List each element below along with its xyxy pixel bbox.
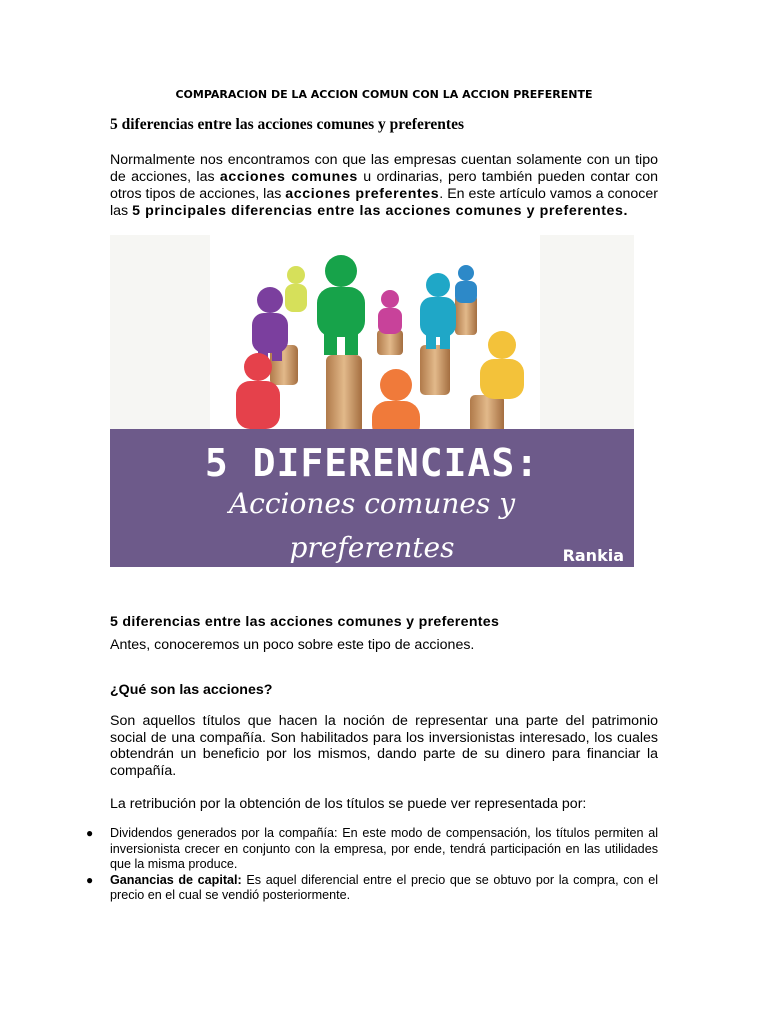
banner-image [110, 235, 634, 567]
figure-purple [252, 287, 288, 361]
figure-yellow-small [285, 266, 307, 312]
article-heading: 5 diferencias entre las acciones comunes y preferentes [110, 116, 464, 133]
intro-bold-1: acciones comunes [219, 169, 358, 185]
figure-magenta [378, 290, 402, 334]
intro-text-2: u ordinarias, pero también pueden contar con otros tipos de acciones, las [110, 169, 658, 202]
intro-bold-2: acciones preferentes [285, 186, 440, 202]
section-heading: 5 diferencias entre las acciones comunes y preferentes [110, 614, 500, 630]
intro-text-1: Normalmente nos encontramos con que las empresas cuentan solamente con un tipo de acciones, las [110, 152, 658, 185]
antes-paragraph: Antes, conoceremos un poco sobre este tipo de acciones. [110, 637, 475, 653]
document-title: COMPARACION DE LA ACCION COMUN CON LA ACCION PREFERENTE [175, 88, 593, 101]
bullet-icon: ● [86, 872, 94, 887]
retribucion-list [82, 826, 658, 904]
definition-paragraph: Son aquellos títulos que hacen la noción de representar una parte del patrimonio social de una compañía. Son habilitados para los inversionistas interesado, los cuales obtendrán un beneficio por los mismos, dando parte de su dinero para financiar la compañía. [110, 713, 658, 779]
intro-bold-3: 5 principales diferencias entre las acciones comunes y preferentes. [132, 203, 629, 219]
intro-paragraph [110, 152, 658, 220]
list-item: ● Dividendos generados por la compañía: En este modo de compensación, los títulos permiten al inversionista crecer en conjunto con la empresa, por ende, tendrá participación en las utilidades que la misma produce. [86, 826, 658, 871]
bullet-icon: ● [86, 826, 94, 840]
intro-text-3: . En este artículo vamos a conocer las [110, 186, 658, 219]
banner-subtitle-line1: Acciones comunes y [228, 487, 516, 520]
list-item: ● Ganancias de capital: Es aquel diferencial entre el precio que se obtuvo por la compra, con el precio en el cual se vendió posteriormente. [86, 872, 658, 902]
retribucion-paragraph: La retribución por la obtención de los títulos se puede ver representada por: [110, 796, 587, 812]
banner-title: 5 DIFERENCIAS: [204, 441, 540, 485]
question-heading: ¿Qué son las acciones? [110, 682, 273, 698]
banner-subtitle-line2: preferentes [289, 531, 455, 564]
rankia-logo: Rankia [562, 546, 624, 565]
